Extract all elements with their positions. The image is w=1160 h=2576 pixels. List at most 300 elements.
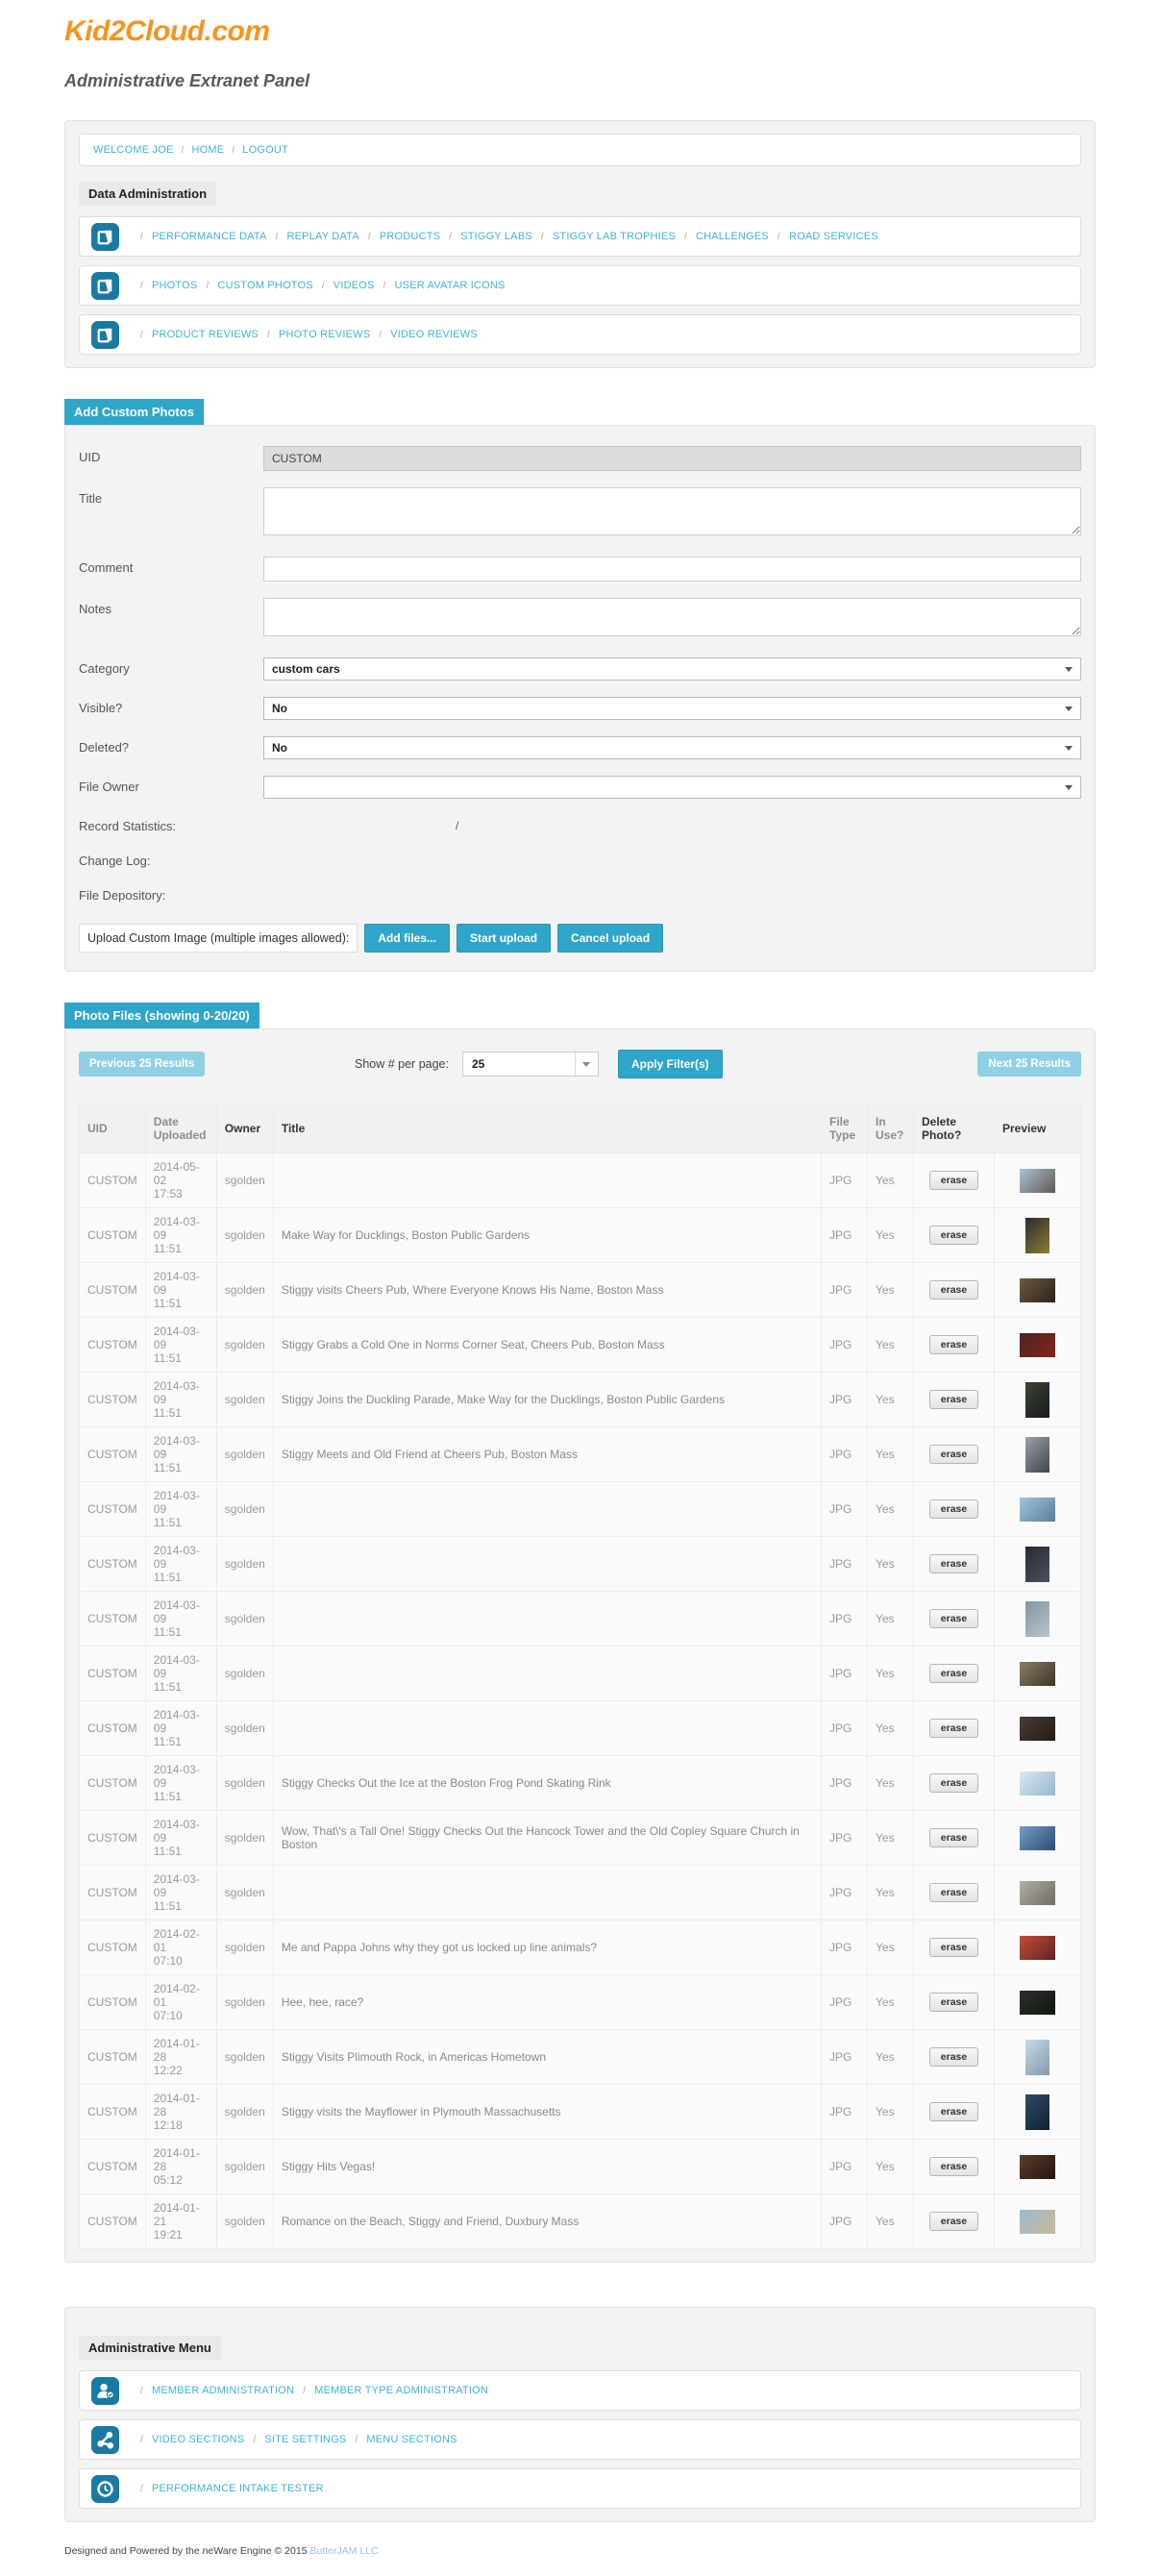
cell-title: Romance on the Beach, Stiggy and Friend, Duxbury Mass (273, 2194, 821, 2249)
cell-file-type: JPG (822, 1756, 868, 1811)
table-row (80, 1920, 1081, 1975)
cell-delete-photo (914, 1427, 995, 1482)
cell-preview (995, 1318, 1081, 1373)
table-row (80, 1373, 1081, 1427)
cell-in-use: Yes (868, 1318, 914, 1373)
time-value: 11:51 (153, 1680, 182, 1694)
data-admin-link-custom-photos[interactable]: CUSTOM PHOTOS (217, 280, 313, 291)
cell-delete-photo (914, 1263, 995, 1318)
cell-file-type: JPG (822, 2194, 868, 2249)
title-field[interactable] (263, 487, 1081, 535)
cell-owner: sgolden (216, 1373, 273, 1427)
time-value: 11:51 (153, 1461, 182, 1474)
page-footer (64, 2545, 1096, 2557)
comment-label: Comment (79, 560, 134, 575)
time-value: 05:12 (153, 2173, 183, 2187)
cell-preview (995, 1701, 1081, 1756)
add-custom-photos-panel (64, 425, 1096, 972)
separator: / (540, 232, 544, 242)
date-value: 2014-03-09 (153, 1872, 200, 1899)
column-header-title: Title (273, 1104, 821, 1153)
separator: / (140, 330, 143, 340)
table-row (80, 1263, 1081, 1318)
date-value: 2014-03-09 (153, 1653, 200, 1680)
cell-title: Stiggy Meets and Old Friend at Cheers Pub, Boston Mass (273, 1427, 821, 1482)
caret-down-icon (1065, 746, 1073, 751)
cell-preview (995, 1263, 1081, 1318)
cell-uid: CUSTOM (80, 2030, 146, 2085)
breadcrumb (79, 134, 1081, 166)
preview-thumbnail (1025, 1547, 1049, 1582)
erase-button[interactable]: erase (929, 1445, 978, 1464)
cell-preview (995, 1153, 1081, 1208)
cell-preview (995, 1537, 1081, 1592)
date-value: 2014-03-09 (153, 1215, 200, 1242)
data-admin-bar (79, 314, 1081, 355)
data-admin-link-stiggy-lab-trophies[interactable]: STIGGY LAB TROPHIES (552, 231, 676, 242)
admin-menu-links (132, 2385, 488, 2396)
cell-owner: sgolden (216, 1647, 273, 1701)
cell-owner: sgolden (216, 1482, 273, 1537)
preview-thumbnail (1020, 1717, 1055, 1741)
cell-in-use: Yes (868, 1537, 914, 1592)
cell-file-type: JPG (822, 1975, 868, 2030)
breadcrumb-link-logout[interactable]: LOGOUT (242, 144, 288, 156)
cell-date-uploaded (145, 1263, 216, 1318)
cell-preview (995, 2140, 1081, 2194)
cell-owner: sgolden (216, 2140, 273, 2194)
uid-field (263, 446, 1081, 471)
data-admin-link-photo-reviews[interactable]: PHOTO REVIEWS (278, 329, 371, 340)
cell-uid: CUSTOM (80, 1866, 146, 1920)
previous-results-button[interactable]: Previous 25 Results (79, 1052, 205, 1077)
caret-down-icon (1065, 706, 1073, 711)
cell-uid: CUSTOM (80, 1153, 146, 1208)
per-page-label: Show # per page: (354, 1057, 449, 1071)
time-value: 11:51 (153, 1790, 182, 1803)
caret-down-icon (1065, 667, 1073, 672)
cell-owner: sgolden (216, 2085, 273, 2140)
data-administration-rows (79, 216, 1081, 355)
cell-uid: CUSTOM (80, 1482, 146, 1537)
photo-files-section (64, 1003, 1096, 2263)
admin-menu-link-site-settings[interactable]: SITE SETTINGS (264, 2434, 347, 2445)
cell-uid: CUSTOM (80, 1920, 146, 1975)
cell-owner: sgolden (216, 1263, 273, 1318)
data-admin-link-videos[interactable]: VIDEOS (333, 280, 375, 291)
cell-delete-photo (914, 1537, 995, 1592)
cell-title (273, 1537, 821, 1592)
cell-date-uploaded (145, 2030, 216, 2085)
cell-uid: CUSTOM (80, 1263, 146, 1318)
file-owner-select[interactable] (263, 776, 1081, 799)
erase-button[interactable]: erase (929, 1171, 978, 1190)
erase-button[interactable]: erase (929, 1773, 978, 1793)
preview-thumbnail (1020, 2155, 1055, 2179)
separator: / (181, 145, 185, 156)
preview-thumbnail (1020, 1936, 1055, 1960)
cell-delete-photo (914, 1592, 995, 1647)
cancel-upload-button[interactable]: Cancel upload (557, 924, 663, 953)
visible-label: Visible? (79, 701, 123, 715)
cell-preview (995, 2085, 1081, 2140)
separator: / (777, 232, 780, 242)
time-value: 07:10 (153, 2009, 183, 2022)
cell-preview (995, 1482, 1081, 1537)
admin-menu-link-member-type-administration[interactable]: MEMBER TYPE ADMINISTRATION (314, 2385, 489, 2396)
cell-title (273, 1153, 821, 1208)
separator: / (684, 232, 687, 242)
photo-files-table (79, 1103, 1081, 2249)
category-select-value: custom cars (272, 662, 340, 676)
record-statistics-value: / (456, 819, 459, 832)
cell-uid: CUSTOM (80, 1537, 146, 1592)
cell-in-use: Yes (868, 2194, 914, 2249)
cell-file-type: JPG (822, 2030, 868, 2085)
cell-uid: CUSTOM (80, 1592, 146, 1647)
cell-in-use: Yes (868, 1263, 914, 1318)
next-results-button[interactable]: Next 25 Results (977, 1052, 1081, 1077)
cell-preview (995, 1920, 1081, 1975)
admin-menu-link-performance-intake-tester[interactable]: PERFORMANCE INTAKE TESTER (151, 2483, 324, 2494)
cell-date-uploaded (145, 1920, 216, 1975)
cell-delete-photo (914, 1866, 995, 1920)
erase-button[interactable]: erase (929, 1883, 978, 1902)
cell-owner: sgolden (216, 1701, 273, 1756)
per-page-group (355, 1050, 723, 1078)
admin-menu-bar (79, 2468, 1081, 2509)
add-files-button[interactable]: Add files... (364, 924, 450, 953)
erase-button[interactable]: erase (929, 1280, 978, 1300)
time-value: 12:22 (153, 2064, 183, 2077)
cell-title (273, 1701, 821, 1756)
erase-button[interactable]: erase (929, 2102, 978, 2121)
cell-title: Stiggy Visits Plimouth Rock, in Americas Hometown (273, 2030, 821, 2085)
cell-file-type: JPG (822, 1263, 868, 1318)
separator: / (140, 2484, 143, 2494)
preview-thumbnail (1020, 1991, 1055, 2015)
data-admin-link-stiggy-labs[interactable]: STIGGY LABS (460, 231, 532, 242)
cell-preview (995, 1975, 1081, 2030)
separator: / (266, 330, 270, 340)
data-admin-bar (79, 216, 1081, 257)
apply-filters-button[interactable]: Apply Filter(s) (618, 1050, 723, 1078)
cell-delete-photo (914, 2085, 995, 2140)
cell-date-uploaded (145, 1866, 216, 1920)
cell-date-uploaded (145, 1701, 216, 1756)
erase-button[interactable]: erase (929, 1390, 978, 1409)
cell-date-uploaded (145, 1975, 216, 2030)
time-value: 07:10 (153, 1954, 183, 1968)
data-administration-panel (64, 120, 1096, 368)
cell-title: Make Way for Ducklings, Boston Public Gardens (273, 1208, 821, 1263)
cell-file-type: JPG (822, 1866, 868, 1920)
cell-file-type: JPG (822, 1427, 868, 1482)
cell-owner: sgolden (216, 1811, 273, 1866)
table-row (80, 1208, 1081, 1263)
data-admin-link-road-services[interactable]: ROAD SERVICES (788, 231, 878, 242)
sections-icon (91, 2426, 119, 2454)
table-row (80, 1482, 1081, 1537)
per-page-select-value: 25 (471, 1057, 485, 1071)
data-admin-links (132, 329, 478, 340)
table-row (80, 1866, 1081, 1920)
erase-button[interactable]: erase (929, 1993, 978, 2012)
administrative-menu-panel (64, 2307, 1096, 2522)
photo-files-tab: Photo Files (showing 0-20/20) (64, 1003, 259, 1028)
separator: / (140, 2435, 143, 2445)
cell-preview (995, 1866, 1081, 1920)
cell-delete-photo (914, 1811, 995, 1866)
data-admin-link-user-avatar-icons[interactable]: USER AVATAR ICONS (394, 280, 506, 291)
uid-label: UID (79, 450, 101, 464)
pages-icon (91, 272, 119, 300)
cell-delete-photo (914, 1920, 995, 1975)
cell-in-use: Yes (868, 2030, 914, 2085)
cell-in-use: Yes (868, 1920, 914, 1975)
date-value: 2014-05-02 (153, 1160, 200, 1187)
table-row (80, 1811, 1081, 1866)
cell-delete-photo (914, 1975, 995, 2030)
add-custom-photos-tab: Add Custom Photos (64, 399, 204, 425)
cell-delete-photo (914, 1373, 995, 1427)
date-value: 2014-01-28 (153, 2146, 200, 2173)
cell-uid: CUSTOM (80, 2194, 146, 2249)
erase-button[interactable]: erase (929, 2212, 978, 2231)
cell-date-uploaded (145, 1592, 216, 1647)
column-header-preview: Preview (995, 1104, 1081, 1153)
erase-button[interactable]: erase (929, 1938, 978, 1957)
cell-in-use: Yes (868, 1153, 914, 1208)
separator: / (253, 2435, 257, 2445)
data-admin-link-challenges[interactable]: CHALLENGES (695, 231, 769, 242)
table-row (80, 2030, 1081, 2085)
data-admin-link-products[interactable]: PRODUCTS (379, 231, 441, 242)
cell-title (273, 1482, 821, 1537)
cell-uid: CUSTOM (80, 1208, 146, 1263)
date-value: 2014-03-09 (153, 1489, 200, 1516)
cell-in-use: Yes (868, 1866, 914, 1920)
separator: / (140, 232, 143, 242)
erase-button[interactable]: erase (929, 1719, 978, 1738)
date-value: 2014-03-09 (153, 1325, 200, 1351)
cell-title (273, 1866, 821, 1920)
time-value: 11:51 (153, 1297, 182, 1310)
separator: / (303, 2386, 307, 2396)
admin-menu-link-member-administration[interactable]: MEMBER ADMINISTRATION (151, 2385, 295, 2396)
admin-menu-links (132, 2483, 324, 2494)
pages-icon (91, 223, 119, 251)
cell-title: Wow, That\'s a Tall One! Stiggy Checks Out the Hancock Tower and the Old Copley Square Church in Boston (273, 1811, 821, 1866)
time-value: 11:51 (153, 1899, 182, 1913)
preview-thumbnail (1020, 1826, 1055, 1850)
preview-thumbnail (1025, 2040, 1049, 2075)
admin-menu-bar (79, 2370, 1081, 2411)
time-value: 11:51 (153, 1845, 182, 1858)
cell-file-type: JPG (822, 1592, 868, 1647)
cell-title: Stiggy visits the Mayflower in Plymouth Massachusetts (273, 2085, 821, 2140)
cell-uid: CUSTOM (80, 2140, 146, 2194)
cell-uid: CUSTOM (80, 1427, 146, 1482)
cell-preview (995, 1373, 1081, 1427)
separator: / (367, 232, 371, 242)
date-value: 2014-03-09 (153, 1708, 200, 1735)
date-value: 2014-01-28 (153, 2092, 200, 2118)
data-admin-link-video-reviews[interactable]: VIDEO REVIEWS (390, 329, 478, 340)
cell-delete-photo (914, 1208, 995, 1263)
deleted-label: Deleted? (79, 740, 130, 755)
erase-button[interactable]: erase (929, 2047, 978, 2067)
time-value: 11:51 (153, 1351, 182, 1365)
time-value: 11:51 (153, 1625, 182, 1639)
page-header (64, 0, 1096, 91)
data-admin-link-replay-data[interactable]: REPLAY DATA (286, 231, 359, 242)
cell-owner: sgolden (216, 1756, 273, 1811)
cell-in-use: Yes (868, 2140, 914, 2194)
table-row (80, 1756, 1081, 1811)
date-value: 2014-03-09 (153, 1379, 200, 1406)
admin-menu-link-menu-sections[interactable]: MENU SECTIONS (366, 2434, 457, 2445)
erase-button[interactable]: erase (929, 1828, 978, 1847)
date-value: 2014-02-01 (153, 1927, 200, 1954)
cell-date-uploaded (145, 1427, 216, 1482)
breadcrumb-link-home[interactable]: HOME (191, 144, 225, 156)
notes-field[interactable] (263, 598, 1081, 636)
change-log-label: Change Log: (79, 854, 151, 868)
file-depository-label: File Depository: (79, 888, 166, 903)
administrative-menu-rows (79, 2370, 1081, 2509)
data-admin-link-performance-data[interactable]: PERFORMANCE DATA (151, 231, 267, 242)
table-row (80, 1975, 1081, 2030)
time-value: 11:51 (153, 1735, 182, 1748)
table-row (80, 1701, 1081, 1756)
cell-date-uploaded (145, 1318, 216, 1373)
cell-file-type: JPG (822, 1647, 868, 1701)
erase-button[interactable]: erase (929, 1664, 978, 1683)
caret-down-icon (1065, 785, 1073, 790)
date-value: 2014-03-09 (153, 1544, 200, 1571)
notes-label: Notes (79, 602, 111, 616)
cell-title (273, 1592, 821, 1647)
cell-file-type: JPG (822, 1482, 868, 1537)
page-title: Administrative Extranet Panel (64, 71, 310, 90)
table-row (80, 1647, 1081, 1701)
column-header-date-uploaded: Date Uploaded (145, 1104, 216, 1153)
start-upload-button[interactable]: Start upload (457, 924, 551, 953)
record-statistics-label: Record Statistics: (79, 819, 177, 833)
cell-delete-photo (914, 1318, 995, 1373)
cell-owner: sgolden (216, 1975, 273, 2030)
admin-menu-link-video-sections[interactable]: VIDEO SECTIONS (151, 2434, 245, 2445)
deleted-select[interactable] (263, 736, 1081, 759)
erase-button[interactable]: erase (929, 1226, 978, 1245)
table-row (80, 2085, 1081, 2140)
data-admin-link-product-reviews[interactable]: PRODUCT REVIEWS (151, 329, 259, 340)
photo-files-panel (64, 1028, 1096, 2263)
preview-thumbnail (1025, 2094, 1049, 2130)
erase-button[interactable]: erase (929, 1335, 978, 1354)
comment-field[interactable] (263, 557, 1081, 582)
category-select[interactable] (263, 657, 1081, 681)
date-value: 2014-01-21 (153, 2201, 200, 2228)
table-row (80, 2194, 1081, 2249)
erase-button[interactable]: erase (929, 2157, 978, 2176)
deleted-select-value: No (272, 741, 287, 755)
cell-uid: CUSTOM (80, 1647, 146, 1701)
admin-menu-bar (79, 2419, 1081, 2460)
table-header-row (80, 1104, 1081, 1153)
preview-thumbnail (1020, 1881, 1055, 1905)
preview-thumbnail (1020, 1333, 1055, 1357)
preview-thumbnail (1025, 1601, 1049, 1637)
cell-in-use: Yes (868, 1811, 914, 1866)
separator: / (383, 281, 386, 291)
erase-button[interactable]: erase (929, 1499, 978, 1519)
time-value: 11:51 (153, 1406, 182, 1420)
cell-file-type: JPG (822, 1318, 868, 1373)
footer-link[interactable]: ButterJAM LLC (309, 2545, 379, 2557)
cell-in-use: Yes (868, 1975, 914, 2030)
cell-file-type: JPG (822, 2140, 868, 2194)
preview-thumbnail (1020, 2210, 1055, 2234)
cell-file-type: JPG (822, 1153, 868, 1208)
per-page-select[interactable] (462, 1052, 599, 1077)
cell-delete-photo (914, 2030, 995, 2085)
cell-owner: sgolden (216, 1866, 273, 1920)
cell-preview (995, 1427, 1081, 1482)
cell-in-use: Yes (868, 1482, 914, 1537)
time-value: 11:51 (153, 1242, 182, 1255)
cell-date-uploaded (145, 1647, 216, 1701)
cell-date-uploaded (145, 2085, 216, 2140)
upload-buttons (358, 924, 663, 953)
cell-title: Stiggy Joins the Duckling Parade, Make Way for the Ducklings, Boston Public Gardens (273, 1373, 821, 1427)
data-admin-link-photos[interactable]: PHOTOS (151, 280, 198, 291)
cell-in-use: Yes (868, 2085, 914, 2140)
date-value: 2014-01-28 (153, 2037, 200, 2064)
cell-delete-photo (914, 1482, 995, 1537)
caret-down-icon (575, 1053, 598, 1076)
footer-text: Designed and Powered by the neWare Engine © 2015 (64, 2545, 308, 2557)
cell-owner: sgolden (216, 1318, 273, 1373)
column-header-uid: UID (80, 1104, 146, 1153)
separator: / (232, 145, 235, 156)
separator: / (321, 281, 325, 291)
erase-button[interactable]: erase (929, 1554, 978, 1573)
date-value: 2014-03-09 (153, 1270, 200, 1297)
cell-in-use: Yes (868, 1647, 914, 1701)
cell-file-type: JPG (822, 2085, 868, 2140)
cell-date-uploaded (145, 2140, 216, 2194)
visible-select[interactable] (263, 697, 1081, 720)
cell-title (273, 1647, 821, 1701)
erase-button[interactable]: erase (929, 1609, 978, 1628)
cell-delete-photo (914, 2194, 995, 2249)
date-value: 2014-03-09 (153, 1763, 200, 1790)
separator: / (449, 232, 453, 242)
time-value: 19:21 (153, 2228, 183, 2242)
file-owner-label: File Owner (79, 780, 139, 794)
preview-thumbnail (1020, 1662, 1055, 1686)
cell-date-uploaded (145, 1208, 216, 1263)
table-row (80, 1592, 1081, 1647)
separator: / (379, 330, 383, 340)
upload-row (79, 924, 1081, 953)
cell-file-type: JPG (822, 1701, 868, 1756)
breadcrumb-link-welcome-joe[interactable]: WELCOME JOE (93, 144, 174, 156)
time-value: 17:53 (153, 1187, 183, 1201)
data-admin-links (132, 231, 878, 242)
